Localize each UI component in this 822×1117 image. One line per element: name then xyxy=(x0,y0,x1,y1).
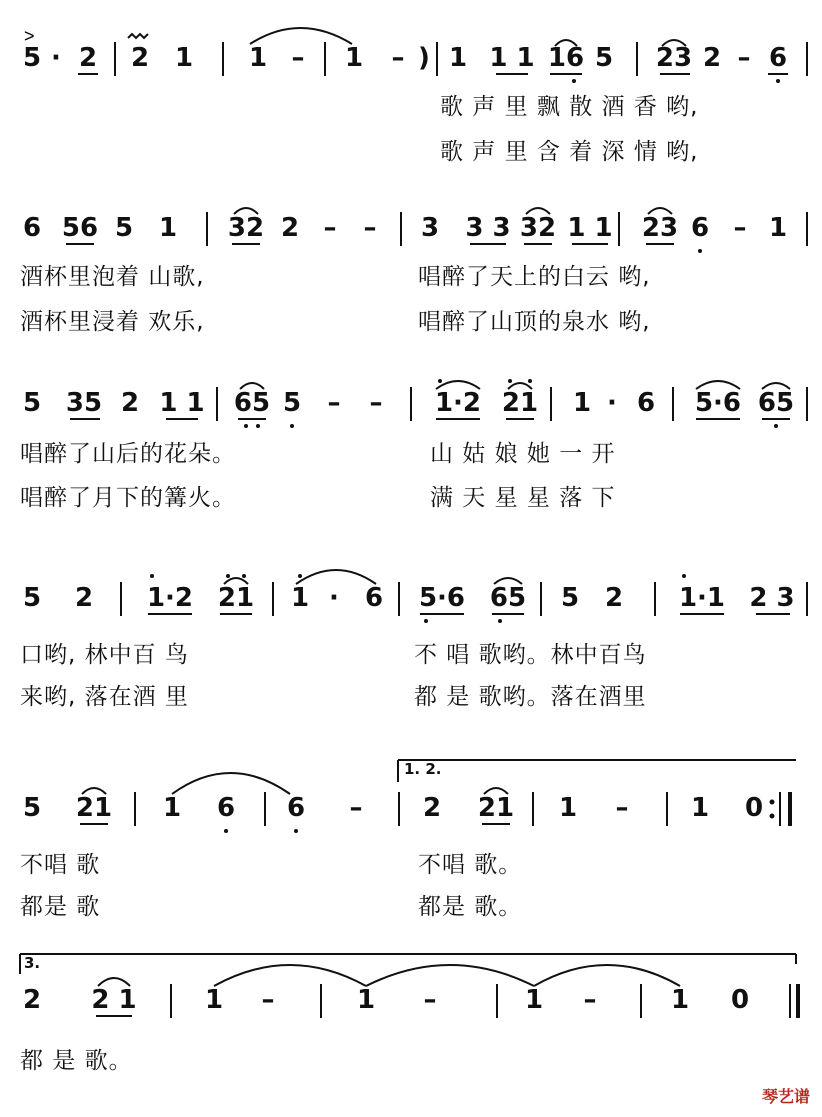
dash: – xyxy=(291,43,305,73)
note: 56 xyxy=(61,213,99,243)
note: 23 xyxy=(641,213,679,243)
lyric-line-1b: 不唱 歌。 xyxy=(418,852,523,878)
note: 2 xyxy=(604,583,624,613)
slur xyxy=(555,40,577,46)
note: 2 xyxy=(130,43,150,73)
note: 1 xyxy=(558,793,578,823)
dash: – xyxy=(737,43,751,73)
lyric-line-1: 都 是 歌。 xyxy=(20,1048,133,1074)
dot: · xyxy=(51,43,61,73)
note: 6 xyxy=(636,388,656,418)
lyric-line-1b: 山 姑 娘 她 一 开 xyxy=(430,441,616,467)
system-1 xyxy=(0,26,822,168)
note: 1 xyxy=(174,43,194,73)
note: 1 xyxy=(768,213,788,243)
note: 65 xyxy=(233,388,271,418)
note: 6 xyxy=(216,793,236,823)
lyric-line-1b: 唱醉了天上的白云 哟, xyxy=(418,264,651,290)
note: 1 xyxy=(158,213,178,243)
note: 1 xyxy=(690,793,710,823)
dash: – xyxy=(363,213,377,243)
note: 23 xyxy=(655,43,693,73)
note: 1 xyxy=(670,985,690,1015)
lyric-line-2: 歌 声 里 含 着 深 情 哟, xyxy=(440,139,699,165)
note: 1 1 xyxy=(159,388,205,418)
note: 21 xyxy=(217,583,255,613)
note: 2 xyxy=(120,388,140,418)
note: 5·6 xyxy=(694,388,742,418)
system-5 xyxy=(0,760,822,928)
note: 0 xyxy=(744,793,764,823)
lyric-line-2b: 都是 歌。 xyxy=(418,894,523,920)
lyric-line-2a: 唱醉了月下的篝火。 xyxy=(20,485,236,511)
dash: – xyxy=(733,213,747,243)
note: 2 1 xyxy=(91,985,137,1015)
note: 1·2 xyxy=(146,583,194,613)
note: 1 xyxy=(448,43,468,73)
lyric-line-1a: 口哟, 林中百 鸟 xyxy=(20,642,189,668)
volta-label: 3. xyxy=(24,954,41,972)
system-4 xyxy=(0,578,822,708)
dash: – xyxy=(615,793,629,823)
watermark-logo: 琴艺谱 xyxy=(761,1087,810,1106)
note: 2 xyxy=(280,213,300,243)
note: 32 xyxy=(519,213,557,243)
note: 2 3 xyxy=(749,583,795,613)
system-3 xyxy=(0,383,822,513)
volta-label: 1. 2. xyxy=(404,760,442,778)
note: 1 1 xyxy=(567,213,613,243)
note: 5 xyxy=(560,583,580,613)
lyric-line-1: 歌 声 里 飘 散 酒 香 哟, xyxy=(440,94,699,120)
note: 32 xyxy=(227,213,265,243)
note: 1 xyxy=(248,43,268,73)
lyric-line-1a: 唱醉了山后的花朵。 xyxy=(20,441,236,467)
lyric-line-1a: 酒杯里泡着 山歌, xyxy=(20,264,205,290)
lyric-line-1b: 不 唱 歌哟。林中百鸟 xyxy=(414,642,647,668)
lyric-line-2b: 唱醉了山顶的泉水 哟, xyxy=(418,309,651,335)
system-2 xyxy=(0,208,822,338)
note: 2 xyxy=(74,583,94,613)
note: 5 xyxy=(114,213,134,243)
lyric-line-2b: 都 是 歌哟。落在酒里 xyxy=(414,684,647,710)
note: 21 xyxy=(477,793,515,823)
note: 6 xyxy=(690,213,710,243)
note: 65 xyxy=(489,583,527,613)
note: 1·2 xyxy=(434,388,482,418)
note: 1 xyxy=(344,43,364,73)
note: 35 xyxy=(65,388,103,418)
dash: – xyxy=(261,985,275,1015)
note: 6 xyxy=(22,213,42,243)
lyric-line-2a: 酒杯里浸着 欢乐, xyxy=(20,309,205,335)
note: 21 xyxy=(501,388,539,418)
dash: – xyxy=(323,213,337,243)
note: 5 xyxy=(22,43,42,73)
note: 5 xyxy=(594,43,614,73)
note: 6 xyxy=(286,793,306,823)
note: 1·1 xyxy=(678,583,726,613)
note: 1 xyxy=(356,985,376,1015)
note: 6 xyxy=(768,43,788,73)
lyric-line-1a: 不唱 歌 xyxy=(20,852,101,878)
dash: – xyxy=(327,388,341,418)
note: 2 xyxy=(78,43,98,73)
dash: – xyxy=(583,985,597,1015)
accent-mark: > xyxy=(24,26,35,46)
dash: – xyxy=(391,43,405,73)
tie-slur xyxy=(250,28,352,44)
note: 3 3 xyxy=(465,213,511,243)
note: 1 1 xyxy=(489,43,535,73)
note: 2 xyxy=(22,985,42,1015)
dot: · xyxy=(329,583,339,613)
note: 1 xyxy=(572,388,592,418)
dash: – xyxy=(369,388,383,418)
note: 0 xyxy=(730,985,750,1015)
note: 1 xyxy=(162,793,182,823)
note: 2 xyxy=(702,43,722,73)
note: 21 xyxy=(75,793,113,823)
note: 1 xyxy=(524,985,544,1015)
lyric-line-2b: 满 天 星 星 落 下 xyxy=(430,485,616,511)
note: 16 xyxy=(547,43,585,73)
system-6 xyxy=(0,954,822,1080)
note: 5 xyxy=(22,793,42,823)
lyric-line-2a: 来哟, 落在酒 里 xyxy=(20,684,189,710)
note: 5 xyxy=(22,583,42,613)
paren: ) xyxy=(418,43,430,73)
note: 3 xyxy=(420,213,440,243)
note: 5 xyxy=(22,388,42,418)
note: 2 xyxy=(422,793,442,823)
note: 65 xyxy=(757,388,795,418)
note: 6 xyxy=(364,583,384,613)
slur xyxy=(662,40,686,46)
note: 1 xyxy=(204,985,224,1015)
dash: – xyxy=(349,793,363,823)
dash: – xyxy=(423,985,437,1015)
note: 5·6 xyxy=(418,583,466,613)
note: 1 xyxy=(290,583,310,613)
dot: · xyxy=(607,388,617,418)
note: 5 xyxy=(282,388,302,418)
lyric-line-2a: 都是 歌 xyxy=(20,894,101,920)
turn-ornament xyxy=(128,34,148,38)
